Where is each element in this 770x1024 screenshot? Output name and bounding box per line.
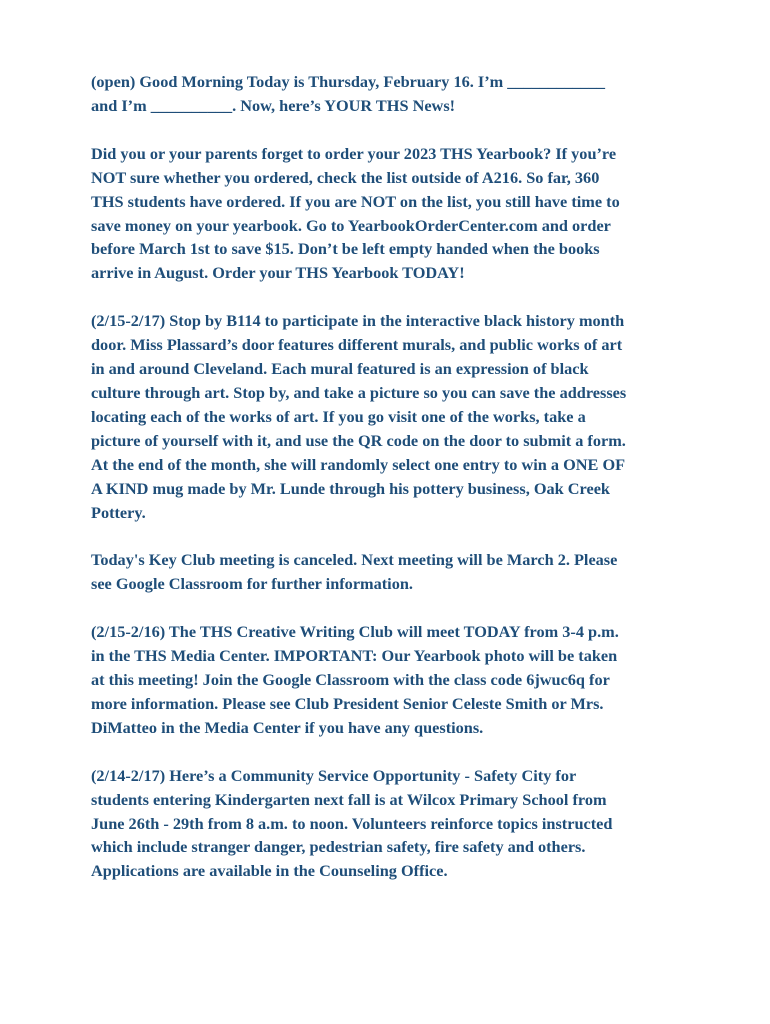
black-history-door-paragraph: (2/15-2/17) Stop by B114 to participate in the interactive black history month door. Miss Plassard’s door features different murals, and public works of art in and around Cleveland. Each mural featured is an expression of black culture through art. Stop by, and take a picture so you can save the addresses locating each of the works of art. If you go visit one of the works, take a picture of yourself with it, and use the QR code on the door to submit a form. At the end of the month, she will randomly select one entry to win a ONE OF A KIND mug made by Mr. Lunde through his pottery business, Oak Creek Pottery. bbox=[91, 311, 627, 522]
community-service-paragraph: (2/14-2/17) Here’s a Community Service Opportunity - Safety City for students entering Kindergarten next fall is at Wilcox Primary School from June 26th - 29th from 8 a.m. to noon. Volunteers reinforce topics instructed which include stranger danger, pedestrian safety, fire safety and others. Applications are available in the Counseling Office. bbox=[91, 765, 613, 881]
key-club-paragraph: Today's Key Club meeting is canceled. Next meeting will be March 2. Please see Google Classroom for further information. bbox=[91, 550, 618, 594]
creative-writing-paragraph: (2/15-2/16) The THS Creative Writing Club will meet TODAY from 3-4 p.m. in the THS Media Center. IMPORTANT: Our Yearbook photo will be taken at this meeting! Join the Google Classroom with the class code 6jwuc6q for more information. Please see Club President Senior Celeste Smith or Mrs. DiMatteo in the Media Center if you have any questions. bbox=[91, 622, 619, 737]
greeting-paragraph: (open) Good Morning Today is Thursday, February 16. I’m ____________ and I’m __________. Now, here’s YOUR THS News! bbox=[91, 72, 605, 115]
document-page bbox=[91, 70, 691, 907]
yearbook-paragraph: Did you or your parents forget to order your 2023 THS Yearbook? If you’re NOT sure whether you ordered, check the list outside of A216. So far, 360 THS students have ordered. If you are NOT on the list, you still have time to save money on your yearbook. Go to YearbookOrderCenter.com and order before March 1st to save $15. Don’t be left empty handed when the books arrive in August. Order your THS Yearbook TODAY! bbox=[91, 143, 620, 283]
